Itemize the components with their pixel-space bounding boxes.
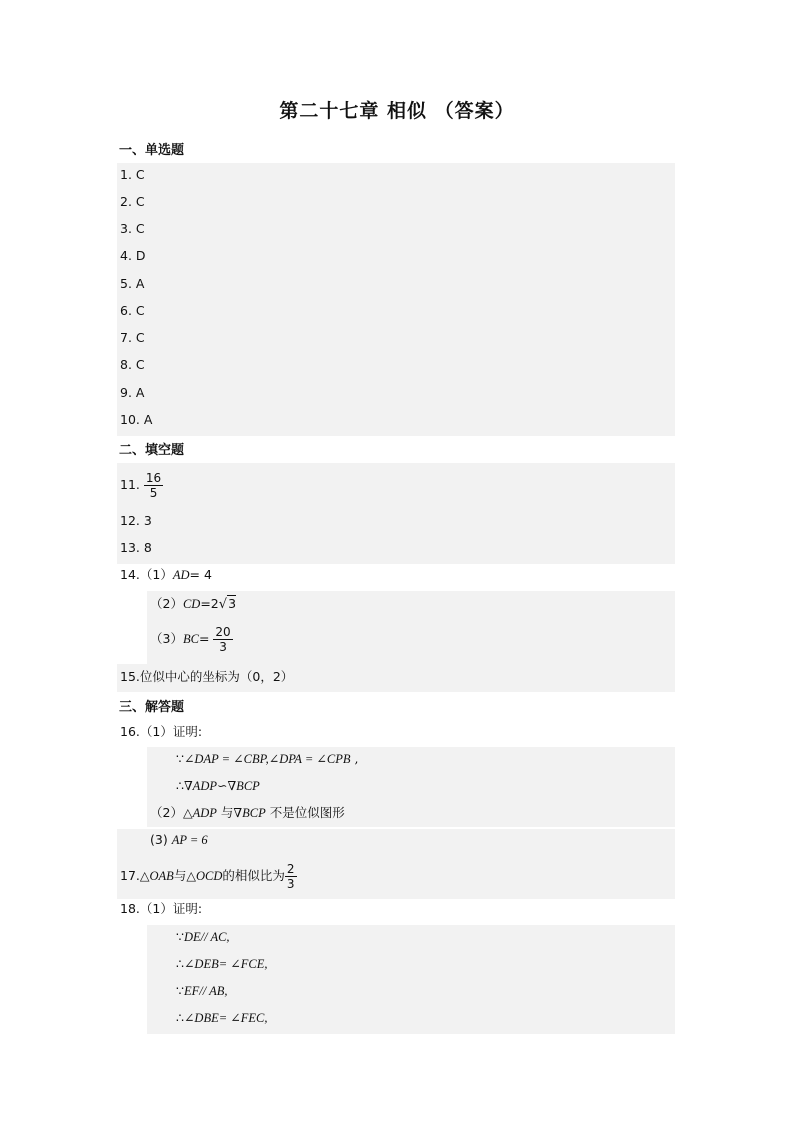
- fill-answer-12: 12. 3: [120, 513, 152, 528]
- solve-18-line-4: ∴∠DBE= ∠FEC,: [176, 1010, 268, 1025]
- mc-answer-5: 5. A: [120, 276, 145, 291]
- section-heading-single-choice: 一、单选题: [119, 143, 185, 158]
- single-choice-band: [117, 163, 675, 436]
- fill-answer-14-part-1: 14.（1）AD= 4: [120, 567, 212, 582]
- fill-blank-band-1: [117, 463, 675, 564]
- section-heading-solve: 三、解答题: [119, 700, 185, 715]
- solve-18-line-1: ∵DE// AC,: [176, 929, 230, 944]
- mc-answer-7: 7. C: [120, 330, 145, 345]
- page-title: 第二十七章 相似 （答案）: [279, 100, 515, 122]
- solve-16-part-3: (3) AP = 6: [150, 832, 208, 847]
- fraction: $\frac{16}{5}$: [145, 470, 162, 500]
- fill-answer-11: 11. $\frac{16}{5}$: [120, 470, 162, 500]
- mc-answer-8: 8. C: [120, 357, 145, 372]
- mc-answer-9: 9. A: [120, 385, 145, 400]
- solve-18-line-3: ∵EF// AB,: [176, 983, 228, 998]
- mc-answer-10: 10. A: [120, 412, 153, 427]
- mc-answer-4: 4. D: [120, 248, 146, 263]
- fill-answer-15: 15.位似中心的坐标为（0，2）: [120, 669, 294, 684]
- fill-answer-14-part-3: （3） BC = $\frac{20}{3}$: [150, 624, 231, 654]
- solve-16-line-1: ∵∠DAP = ∠CBP,∠DPA = ∠CPB ,: [176, 751, 359, 766]
- mc-answer-3: 3. C: [120, 221, 145, 236]
- solve-18-line-2: ∴∠DEB= ∠FCE,: [176, 956, 268, 971]
- fill-answer-14-part-2: （2）CD=2√3: [150, 596, 237, 612]
- mc-answer-6: 6. C: [120, 303, 145, 318]
- solve-answer-17: 17. △ OAB 与△ OCD 的相似比为 $\frac{2}{3}$: [120, 861, 295, 891]
- fill-answer-13: 13. 8: [120, 540, 152, 555]
- solve-16-part-1: 16.（1）证明:: [120, 724, 203, 739]
- fraction: $\frac{20}{3}$: [215, 624, 231, 654]
- section-heading-fill-blank: 二、填空题: [119, 443, 185, 458]
- solve-18-part-1: 18.（1）证明:: [120, 901, 203, 916]
- mc-answer-1: 1. C: [120, 167, 145, 182]
- mc-answer-2: 2. C: [120, 194, 145, 209]
- solve-16-part-2: （2）△ADP 与∇BCP 不是位似图形: [150, 805, 345, 820]
- fraction: $\frac{2}{3}$: [286, 861, 295, 891]
- solve-16-line-2: ∴∇ADP∽∇BCP: [176, 778, 260, 793]
